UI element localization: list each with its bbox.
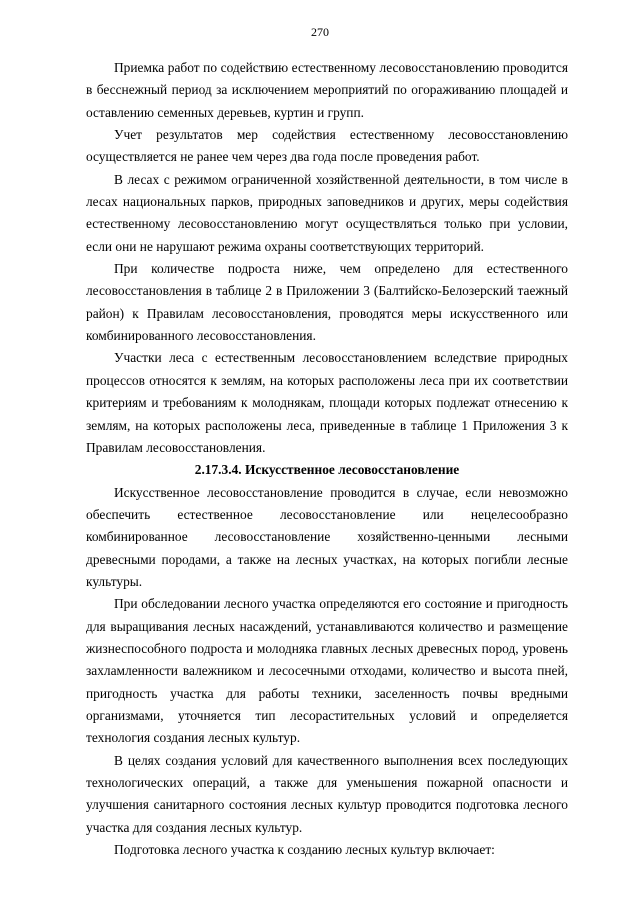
paragraph-restricted-forests: В лесах с режимом ограниченной хозяйственной деятельности, в том числе в лесах национальных парков, природных заповедников и других, меры содействия естественному лесовосстановлению могут осуществляться только при условии, если они не нарушают режима охраны соответствующих территорий.: [86, 171, 568, 254]
paragraph-artificial-reforestation: Искусственное лесовосстановление проводится в случае, если невозможно обеспечить естественное лесовосстановление или нецелесообразно комбинированное лесовосстановление хозяйственно-ценными лесными древесными породами, а также на лесных участках, на которых погибли лесные культуры.: [86, 484, 568, 589]
section-heading: 2.17.3.4. Искусственное лесовосстановление: [194, 462, 460, 478]
page-number: 270: [311, 25, 329, 39]
paragraph-site-survey: При обследовании лесного участка определяются его состояние и пригодность для выращивания лесных насаждений, устанавливаются количество и размещение жизнеспособного подроста и молодняка главных лесных древесных пород, уровень захламленности валежником и лесосечными отходами, количество и высота пней, пригодность участка для работы техники, заселенность почвы вредными организмами, уточняется тип лесорастительных условий и определяется технология создания лесных культур.: [86, 596, 568, 746]
paragraph-accounting-results: Учет результатов мер содействия естественному лесовосстановлению осуществляется не ранее чем через два года после проведения работ.: [86, 127, 568, 165]
paragraph-acceptance-of-works: Приемка работ по содействию естественному лесовосстановлению проводится в бесснежный период за исключением мероприятий по огораживанию площадей и оставлению семенных деревьев, куртин и групп.: [86, 60, 568, 120]
paragraph-insufficient-undergrowth: При количестве подроста ниже, чем определено для естественного лесовосстановления в таблице 2 в Приложении 3 (Балтийско-Белозерский таежный район) к Правилам лесовосстановления, проводятся меры искусственного или комбинированного лесовосстановления.: [86, 261, 568, 344]
paragraph-site-preparation-includes: Подготовка лесного участка к созданию лесных культур включает:: [114, 842, 495, 858]
document-body: [86, 57, 568, 861]
paragraph-natural-regeneration-plots: Участки леса с естественным лесовосстановлением вследствие природных процессов относятся к землям, на которых расположены леса при их соответствии критериям и требованиям к молоднякам, площади которых подлежат отнесению к землям, на которых расположены леса, приведенные в таблице 1 Приложения 3 к Правилам лесовосстановления.: [86, 350, 568, 455]
paragraph-site-preparation-purpose: В целях создания условий для качественного выполнения всех последующих технологических операций, а также для уменьшения пожарной опасности и улучшения санитарного состояния лесных культур проводится подготовка лесного участка для создания лесных культур.: [86, 752, 568, 835]
